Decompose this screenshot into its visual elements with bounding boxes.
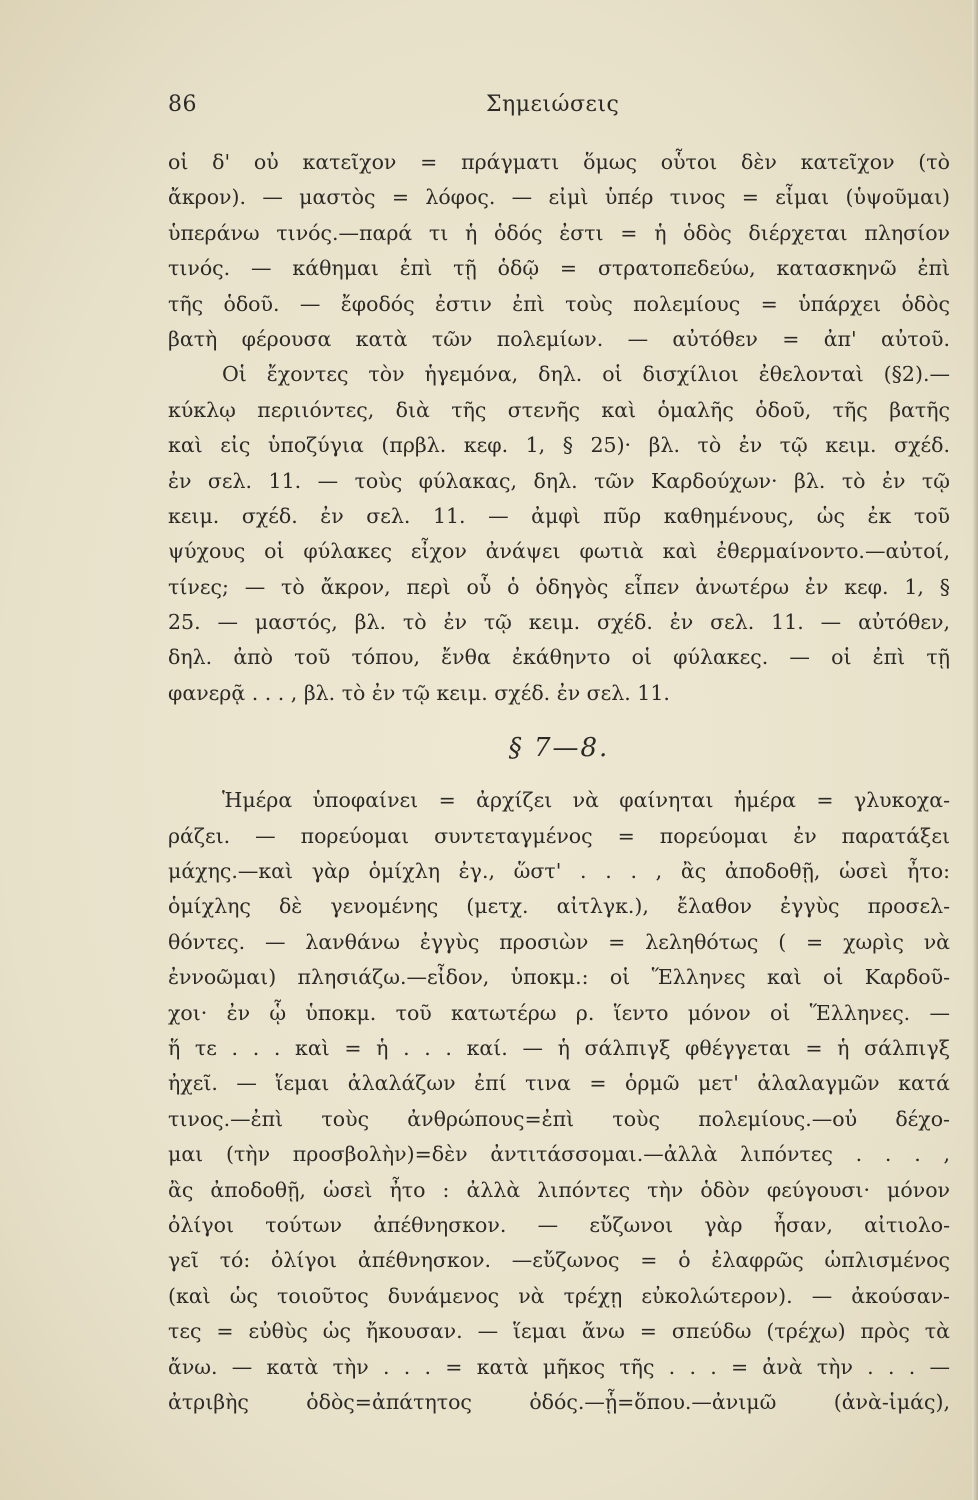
text-body [168, 145, 950, 1420]
text-line: 25. — μαστός, βλ. τὸ ἐν τῷ κειμ. σχέδ. ἐν σελ. 11. — αὐτόθεν, [168, 610, 950, 635]
text-line: φανερᾷ . . . , βλ. τὸ ἐν τῷ κειμ. σχέδ. ἐν σελ. 11. [168, 680, 670, 705]
text-line: ράζει. — πορεύομαι συντεταγμένος = πορεύομαι ἐν παρατάξει [168, 823, 950, 848]
text-line: ὁμίχλης δὲ γενομένης (μετχ. αἰτλγκ.), ἔλαθον ἐγγὺς προσελ- [168, 894, 950, 919]
text-line: ἀτριβὴς ὁδὸς=ἀπάτητος ὁδός.—ᾗ=ὅπου.—ἀνιμῶ (ἀνὰ-ἱμάς), [168, 1389, 950, 1414]
page-number: 86 [168, 92, 197, 117]
text-line: οἱ δ' οὐ κατεῖχον = πράγματι ὅμως οὗτοι δὲν κατεῖχον (τὸ [168, 150, 950, 174]
text-line: ἂς ἀποδοθῇ, ὡσεὶ ἦτο : ἀλλὰ λιπόντες τὴν ὁδὸν φεύγουσι· μόνον [168, 1177, 950, 1202]
text-line: βατὴ φέρουσα κατὰ τῶν πολεμίων. — αὐτόθεν = ἀπ' αὐτοῦ. [168, 326, 950, 351]
text-line: θόντες. — λανθάνω ἐγγὺς προσιὼν = λεληθότως ( = χωρὶς νὰ [168, 929, 950, 954]
text-line: κύκλῳ περιιόντες, διὰ τῆς στενῆς καὶ ὁμαλῆς ὁδοῦ, τῆς βατῆς [168, 397, 950, 422]
text-line: Οἱ ἔχοντες τὸν ἡγεμόνα, δηλ. οἱ δισχίλιοι ἐθελονταὶ (§2).— [222, 362, 950, 387]
text-line: γεῖ τό: ὀλίγοι ἀπέθνησκον. —εὔζωνος = ὁ ἐλαφρῶς ὡπλισμένος [168, 1248, 950, 1273]
text-line: μαι (τὴν προσβολὴν)=δὲν ἀντιτάσσομαι.—ἀλλὰ λιπόντες . . . , [168, 1142, 950, 1167]
text-line: τινος.—ἐπὶ τοὺς ἀνθρώπους=ἐπὶ τοὺς πολεμίους.—οὐ δέχο- [168, 1106, 950, 1131]
section-heading: § 7—8. [508, 733, 610, 764]
text-line: χοι· ἐν ᾧ ὑποκμ. τοῦ κατωτέρω ρ. ἵεντο μόνον οἱ Ἕλληνες. — [168, 1000, 950, 1025]
text-line: ἄκρον). — μαστὸς = λόφος. — εἰμὶ ὑπέρ τινος = εἶμαι (ὑψοῦμαι) [168, 185, 950, 210]
text-line: κειμ. σχέδ. ἐν σελ. 11. — ἀμφὶ πῦρ καθημένους, ὡς ἐκ τοῦ [168, 503, 950, 528]
text-line: δηλ. ἀπὸ τοῦ τόπου, ἔνθα ἐκάθηντο οἱ φύλακες. — οἱ ἐπὶ τῇ [168, 645, 950, 670]
text-line: ἄνω. — κατὰ τὴν . . . = κατὰ μῆκος τῆς . . . = ἀνὰ τὴν . . . — [168, 1354, 950, 1379]
text-line: μάχης.—καὶ γὰρ ὁμίχλη ἐγ., ὥστ' . . . , ἂς ἀποδοθῇ, ὡσεὶ ἦτο: [168, 859, 950, 884]
running-title: Σημειώσεις [486, 92, 620, 117]
text-line: τῆς ὁδοῦ. — ἔφοδός ἐστιν ἐπὶ τοὺς πολεμίους = ὑπάρχει ὁδὸς [168, 291, 950, 316]
text-line: ψύχους οἱ φύλακες εἶχον ἀνάψει φωτιὰ καὶ ἐθερμαίνοντο.—αὐτοί, [168, 539, 950, 564]
text-line: ὀλίγοι τούτων ἀπέθνησκον. — εὔζωνοι γὰρ ἦσαν, αἰτιολο- [168, 1212, 950, 1237]
text-line: ἠχεῖ. — ἵεμαι ἀλαλάζων ἐπί τινα = ὁρμῶ μετ' ἀλαλαγμῶν κατά [168, 1071, 950, 1096]
text-line: τίνες; — τὸ ἄκρον, περὶ οὗ ὁ ὁδηγὸς εἶπεν ἀνωτέρω ἐν κεφ. 1, § [168, 574, 950, 599]
page-edge [972, 0, 978, 1500]
text-line: ἐν σελ. 11. — τοὺς φύλακας, δηλ. τῶν Καρδούχων· βλ. τὸ ἐν τῷ [168, 468, 950, 493]
text-line: τες = εὐθὺς ὡς ἤκουσαν. — ἵεμαι ἄνω = σπεύδω (τρέχω) πρὸς τὰ [168, 1319, 950, 1344]
text-line: Ἡμέρα ὑποφαίνει = ἀρχίζει νὰ φαίνηται ἡμέρα = γλυκοχα- [222, 788, 950, 813]
text-line: ἐννοῶμαι) πλησιάζω.—εἶδον, ὑποκμ.: οἱ Ἕλληνες καὶ οἱ Καρδοῦ- [168, 965, 950, 990]
text-line: τινός. — κάθημαι ἐπὶ τῇ ὁδῷ = στρατοπεδεύω, κατασκηνῶ ἐπὶ [168, 256, 950, 281]
text-line: ἥ τε . . . καὶ = ἡ . . . καί. — ἡ σάλπιγξ φθέγγεται = ἡ σάλπιγξ [168, 1035, 950, 1060]
page-header [168, 92, 948, 128]
text-line: (καὶ ὡς τοιοῦτος δυνάμενος νὰ τρέχῃ εὐκολώτερον). — ἀκούσαν- [168, 1283, 950, 1308]
text-line: ὑπεράνω τινός.—παρά τι ἡ ὁδός ἐστι = ἡ ὁδὸς διέρχεται πλησίον [168, 220, 950, 245]
text-line: καὶ εἰς ὑποζύγια (πρβλ. κεφ. 1, § 25)· βλ. τὸ ἐν τῷ κειμ. σχέδ. [168, 433, 950, 458]
